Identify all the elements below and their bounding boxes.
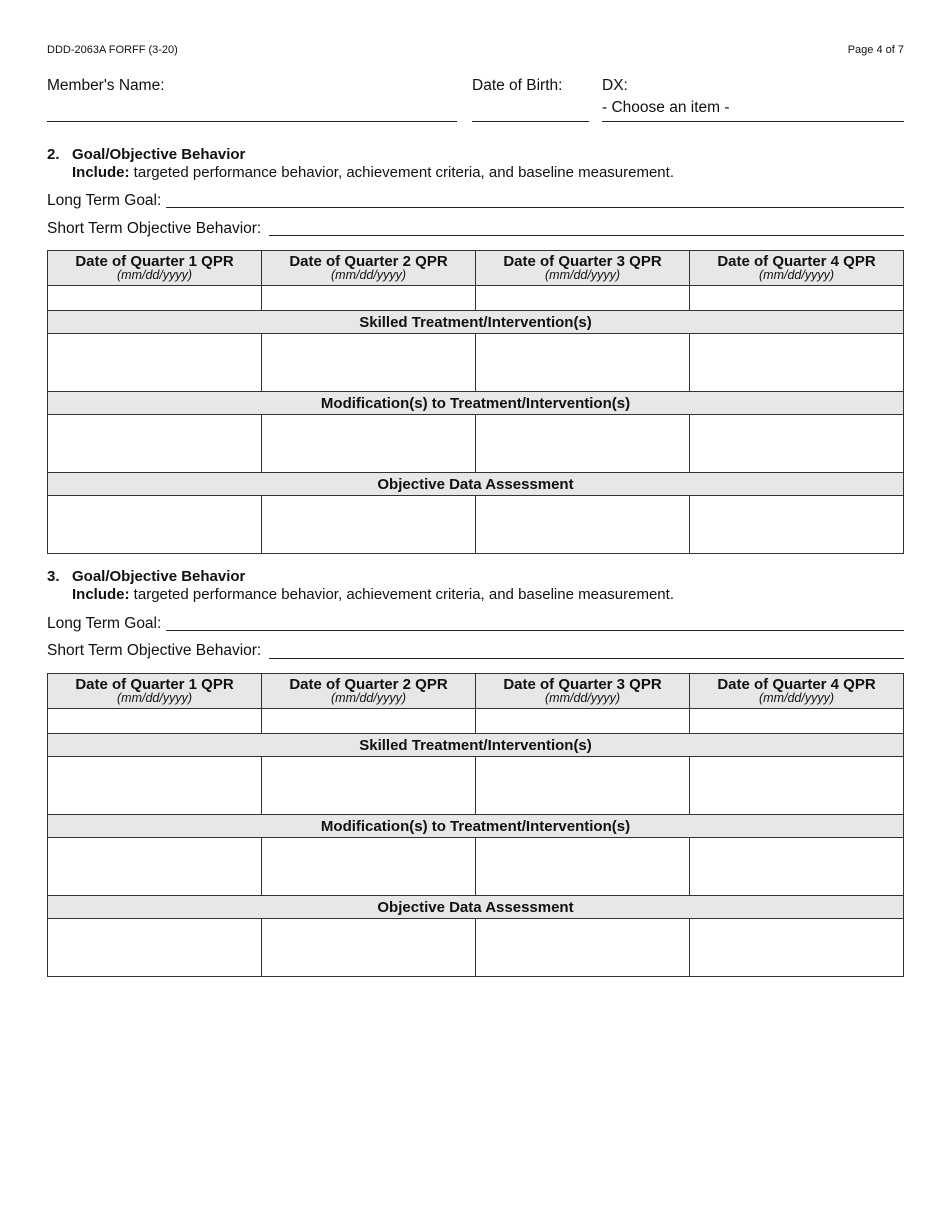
- qpr-date-row: [48, 286, 904, 311]
- member-name-label: Member's Name:: [47, 77, 165, 94]
- entry-cell[interactable]: [690, 334, 904, 392]
- page-number: Page 4 of 7: [847, 44, 904, 56]
- entry-cell[interactable]: [476, 415, 690, 473]
- include-instructions: [72, 586, 674, 603]
- member-name-field[interactable]: [47, 121, 457, 122]
- goal-number: 2.: [47, 146, 60, 163]
- short-term-objective-line: [269, 235, 904, 236]
- qpr-column-header: [262, 674, 476, 709]
- qpr-column-title: Date of Quarter 4 QPR: [717, 676, 876, 693]
- entry-cell[interactable]: [262, 838, 476, 896]
- qpr-table: [47, 250, 904, 554]
- qpr-date-cell[interactable]: [476, 709, 690, 734]
- entry-row: [48, 334, 904, 392]
- date-format-hint: (mm/dd/yyyy): [545, 691, 620, 705]
- long-term-goal-label: Long Term Goal:: [47, 192, 162, 209]
- entry-cell[interactable]: [690, 757, 904, 815]
- qpr-column-title: Date of Quarter 2 QPR: [289, 676, 448, 693]
- modifications-band: Modification(s) to Treatment/Intervention(s): [48, 392, 904, 415]
- short-term-objective-input[interactable]: [269, 217, 904, 235]
- section-band-row: [48, 473, 904, 496]
- qpr-date-cell[interactable]: [262, 286, 476, 311]
- dob-field[interactable]: [472, 121, 589, 122]
- entry-row: [48, 496, 904, 554]
- qpr-column-header: [262, 251, 476, 286]
- short-term-objective-input[interactable]: [269, 640, 904, 658]
- qpr-date-cell[interactable]: [262, 709, 476, 734]
- qpr-column-header: [690, 674, 904, 709]
- objective-data-band: Objective Data Assessment: [48, 473, 904, 496]
- entry-cell[interactable]: [48, 334, 262, 392]
- qpr-column-header: [48, 251, 262, 286]
- entry-cell[interactable]: [262, 496, 476, 554]
- goal-heading: [47, 568, 245, 585]
- goal-title: Goal/Objective Behavior: [72, 146, 246, 163]
- entry-cell[interactable]: [48, 496, 262, 554]
- qpr-date-cell[interactable]: [48, 709, 262, 734]
- entry-cell[interactable]: [262, 415, 476, 473]
- goal-heading: [47, 146, 245, 163]
- entry-cell[interactable]: [690, 838, 904, 896]
- include-text: targeted performance behavior, achievement criteria, and baseline measurement.: [129, 164, 674, 181]
- entry-cell[interactable]: [48, 757, 262, 815]
- short-term-objective-label: Short Term Objective Behavior:: [47, 642, 262, 659]
- qpr-date-cell[interactable]: [690, 286, 904, 311]
- qpr-date-cell[interactable]: [476, 286, 690, 311]
- qpr-column-header: [476, 674, 690, 709]
- qpr-column-title: Date of Quarter 1 QPR: [75, 676, 234, 693]
- entry-row: [48, 757, 904, 815]
- entry-row: [48, 838, 904, 896]
- long-term-goal-input[interactable]: [166, 612, 904, 630]
- date-format-hint: (mm/dd/yyyy): [331, 691, 406, 705]
- qpr-column-title: Date of Quarter 2 QPR: [289, 253, 448, 270]
- entry-cell[interactable]: [262, 334, 476, 392]
- qpr-date-cell[interactable]: [690, 709, 904, 734]
- dx-label: DX:: [602, 77, 628, 94]
- entry-cell[interactable]: [48, 415, 262, 473]
- date-format-hint: (mm/dd/yyyy): [117, 268, 192, 282]
- entry-cell[interactable]: [262, 919, 476, 977]
- objective-data-band: Objective Data Assessment: [48, 896, 904, 919]
- qpr-column-title: Date of Quarter 3 QPR: [503, 676, 662, 693]
- qpr-column-header: [690, 251, 904, 286]
- dx-underline: [602, 121, 904, 122]
- modifications-band: Modification(s) to Treatment/Intervention(s): [48, 815, 904, 838]
- form-id: DDD-2063A FORFF (3-20): [47, 44, 178, 56]
- long-term-goal-line: [166, 207, 904, 208]
- entry-cell[interactable]: [262, 757, 476, 815]
- entry-cell[interactable]: [476, 334, 690, 392]
- entry-cell[interactable]: [476, 838, 690, 896]
- date-format-hint: (mm/dd/yyyy): [545, 268, 620, 282]
- long-term-goal-input[interactable]: [166, 189, 904, 207]
- qpr-header-row: [48, 674, 904, 709]
- qpr-date-cell[interactable]: [48, 286, 262, 311]
- section-band-row: [48, 734, 904, 757]
- long-term-goal-label: Long Term Goal:: [47, 615, 162, 632]
- date-format-hint: (mm/dd/yyyy): [331, 268, 406, 282]
- entry-row: [48, 919, 904, 977]
- skilled-treatment-band: Skilled Treatment/Intervention(s): [48, 311, 904, 334]
- section-band-row: [48, 815, 904, 838]
- goal-number: 3.: [47, 568, 60, 585]
- include-label: Include:: [72, 164, 130, 181]
- short-term-objective-line: [269, 658, 904, 659]
- section-band-row: [48, 392, 904, 415]
- qpr-table: [47, 673, 904, 977]
- entry-cell[interactable]: [476, 496, 690, 554]
- goal-title: Goal/Objective Behavior: [72, 568, 246, 585]
- entry-cell[interactable]: [690, 415, 904, 473]
- qpr-column-header: [476, 251, 690, 286]
- entry-cell[interactable]: [48, 838, 262, 896]
- date-format-hint: (mm/dd/yyyy): [759, 268, 834, 282]
- qpr-column-title: Date of Quarter 3 QPR: [503, 253, 662, 270]
- date-format-hint: (mm/dd/yyyy): [759, 691, 834, 705]
- entry-cell[interactable]: [690, 496, 904, 554]
- section-band-row: [48, 896, 904, 919]
- date-format-hint: (mm/dd/yyyy): [117, 691, 192, 705]
- qpr-column-title: Date of Quarter 4 QPR: [717, 253, 876, 270]
- long-term-goal-line: [166, 630, 904, 631]
- short-term-objective-label: Short Term Objective Behavior:: [47, 220, 262, 237]
- entry-cell[interactable]: [690, 919, 904, 977]
- include-instructions: [72, 164, 674, 181]
- skilled-treatment-band: Skilled Treatment/Intervention(s): [48, 734, 904, 757]
- entry-cell[interactable]: [48, 919, 262, 977]
- dx-select[interactable]: - Choose an item -: [602, 99, 730, 116]
- entry-cell[interactable]: [476, 919, 690, 977]
- qpr-date-row: [48, 709, 904, 734]
- include-label: Include:: [72, 586, 130, 603]
- entry-cell[interactable]: [476, 757, 690, 815]
- qpr-column-title: Date of Quarter 1 QPR: [75, 253, 234, 270]
- entry-row: [48, 415, 904, 473]
- qpr-header-row: [48, 251, 904, 286]
- qpr-column-header: [48, 674, 262, 709]
- include-text: targeted performance behavior, achievement criteria, and baseline measurement.: [129, 586, 674, 603]
- dob-label: Date of Birth:: [472, 77, 563, 94]
- section-band-row: [48, 311, 904, 334]
